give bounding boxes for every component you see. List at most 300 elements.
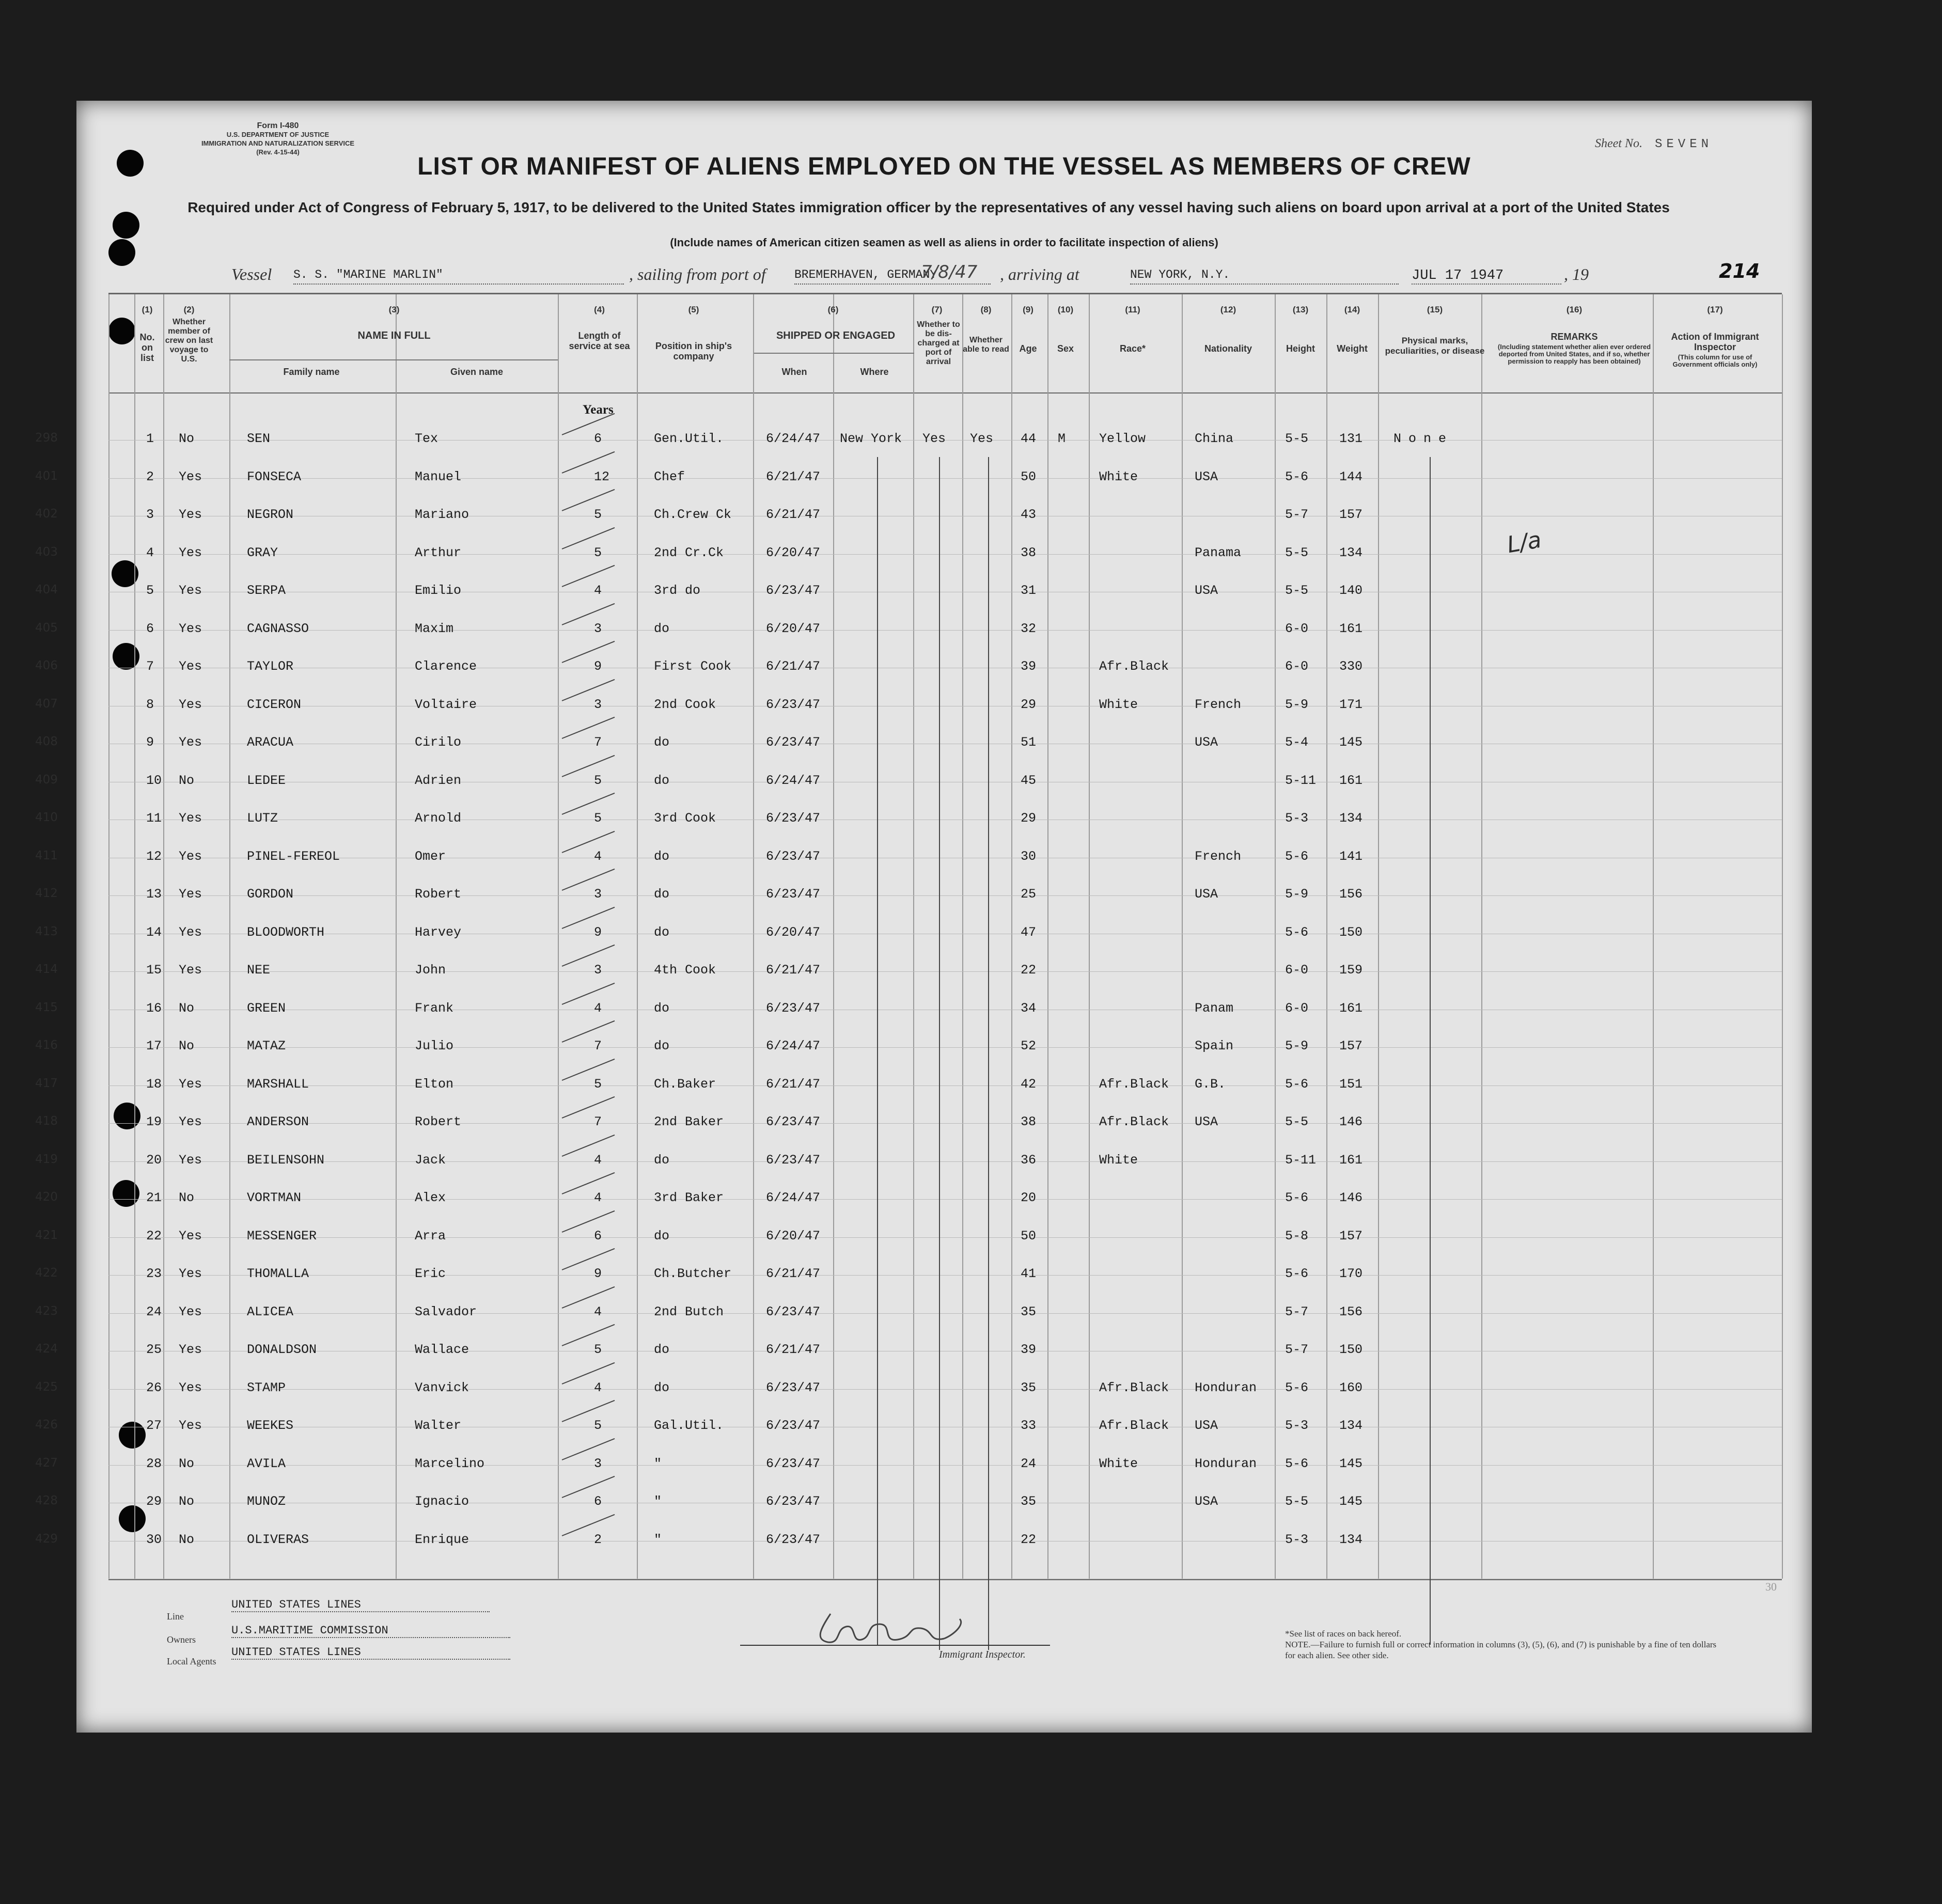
family-name: WEEKES (247, 1418, 294, 1433)
family-name: MESSENGER (247, 1229, 317, 1244)
position: 2nd Baker (654, 1114, 724, 1129)
row-number: 4 (146, 545, 154, 560)
row-rule (108, 1237, 1782, 1238)
row-number: 22 (146, 1229, 162, 1244)
shipped-when: 6/23/47 (766, 1001, 821, 1016)
position: Ch.Baker (654, 1077, 716, 1092)
years-service: 5 (594, 507, 602, 522)
page-title: LIST OR MANIFEST OF ALIENS EMPLOYED ON THE VESSEL AS MEMBERS OF CREW (417, 153, 1471, 180)
nationality: USA (1195, 583, 1218, 598)
age: 31 (1021, 583, 1037, 598)
given-name: Maxim (415, 621, 454, 636)
height: 5-11 (1285, 1153, 1317, 1168)
column-number: (14) (1344, 305, 1360, 314)
ditto-line-discharged (939, 457, 940, 1650)
given-name: Arra (415, 1229, 446, 1244)
punch-hole (113, 1180, 139, 1207)
position: " (654, 1456, 662, 1471)
line-number: 429 (35, 1532, 58, 1546)
departure-port: BREMERHAVEN, GERMANY (794, 268, 991, 285)
weight: 134 (1339, 1418, 1363, 1433)
last-voyage: No (179, 431, 195, 446)
shipped-when: 6/23/47 (766, 1494, 821, 1509)
family-name: GRAY (247, 545, 278, 560)
shipped-when: 6/24/47 (766, 1038, 821, 1053)
row-rule (108, 895, 1782, 896)
page-number: 214 (1719, 260, 1760, 282)
col-head-remarks: REMARKS (1551, 332, 1598, 342)
row-number: 6 (146, 621, 154, 636)
family-name: ANDERSON (247, 1114, 309, 1129)
line-number: 409 (35, 773, 58, 786)
shipped-when: 6/23/47 (766, 1380, 821, 1395)
position: do (654, 887, 670, 902)
line-number: 427 (35, 1456, 58, 1470)
col-head-shipped: SHIPPED OR ENGAGED (776, 330, 896, 341)
family-name: LUTZ (247, 811, 278, 826)
age: 52 (1021, 1038, 1037, 1053)
race: Afr.Black (1099, 1380, 1169, 1395)
weight: 156 (1339, 1304, 1363, 1319)
shipped-when: 6/21/47 (766, 659, 821, 674)
years-service: 5 (594, 1418, 602, 1433)
given-name: Omer (415, 849, 446, 864)
height: 6-0 (1285, 1001, 1309, 1016)
line-number: 402 (35, 507, 58, 521)
line-number: 424 (35, 1342, 58, 1356)
row-number: 20 (146, 1153, 162, 1168)
row-number: 21 (146, 1190, 162, 1205)
shipped-when: 6/23/47 (766, 1418, 821, 1433)
years-service: 5 (594, 1077, 602, 1092)
height: 5-7 (1285, 1342, 1309, 1357)
age: 50 (1021, 469, 1037, 484)
column-number: (6) (827, 305, 839, 314)
years-service: 9 (594, 925, 602, 940)
years-service: 4 (594, 1001, 602, 1016)
column-number: (9) (1023, 305, 1033, 314)
line-number: 404 (35, 583, 58, 596)
weight: 134 (1339, 545, 1363, 560)
height: 5-11 (1285, 773, 1317, 788)
race: Afr.Black (1099, 1077, 1169, 1092)
last-voyage: No (179, 1456, 195, 1471)
tally-stroke (562, 755, 615, 777)
position: 4th Cook (654, 963, 716, 978)
vessel-line (231, 260, 1791, 292)
weight: 140 (1339, 583, 1363, 598)
punch-hole (113, 643, 139, 670)
family-name: THOMALLA (247, 1266, 309, 1281)
given-name: Wallace (415, 1342, 469, 1357)
years-service: 4 (594, 1190, 602, 1205)
last-voyage: Yes (179, 1304, 202, 1319)
family-name: MATAZ (247, 1038, 286, 1053)
form-number: Form I-480 (257, 121, 299, 130)
row-number: 27 (146, 1418, 162, 1433)
shipped-when: 6/23/47 (766, 1153, 821, 1168)
row-rule (108, 1085, 1782, 1086)
height: 5-3 (1285, 1418, 1309, 1433)
line-number: 425 (35, 1380, 58, 1394)
last-voyage: No (179, 773, 195, 788)
position: do (654, 1380, 670, 1395)
given-name: Clarence (415, 659, 477, 674)
row-number: 7 (146, 659, 154, 674)
col-head-physical-marks: Physical marks, peculiarities, or disease (1385, 336, 1485, 356)
age: 24 (1021, 1456, 1037, 1471)
col-head-position: Position in ship's company (655, 341, 732, 361)
years-service: 6 (594, 1229, 602, 1244)
given-name: Elton (415, 1077, 454, 1092)
tally-stroke (562, 869, 615, 891)
row-number: 23 (146, 1266, 162, 1281)
line-number: 413 (35, 925, 58, 938)
last-voyage: Yes (179, 735, 202, 750)
age: 20 (1021, 1190, 1037, 1205)
row-number: 29 (146, 1494, 162, 1509)
tally-stroke (562, 1059, 615, 1081)
last-voyage: Yes (179, 621, 202, 636)
column-rule (1275, 294, 1276, 1579)
family-name: TAYLOR (247, 659, 294, 674)
tally-stroke (562, 1476, 615, 1498)
line-number: 423 (35, 1304, 58, 1318)
tally-stroke (562, 983, 615, 1005)
sheet-number (1595, 137, 1713, 151)
tally-stroke (562, 907, 615, 929)
column-number: (10) (1057, 305, 1074, 314)
shipped-when: 6/20/47 (766, 1229, 821, 1244)
column-number: (7) (931, 305, 943, 314)
family-name: STAMP (247, 1380, 286, 1395)
weight: 150 (1339, 925, 1363, 940)
footer-note (1285, 1628, 1719, 1661)
race: Afr.Black (1099, 659, 1169, 674)
race: Afr.Black (1099, 1418, 1169, 1433)
col-head-sex: Sex (1057, 343, 1074, 354)
row-number: 3 (146, 507, 154, 522)
given-name: Adrien (415, 773, 462, 788)
age: 38 (1021, 545, 1037, 560)
last-voyage: Yes (179, 697, 202, 712)
age: 43 (1021, 507, 1037, 522)
family-name: OLIVERAS (247, 1532, 309, 1547)
height: 5-5 (1285, 1494, 1309, 1509)
race: White (1099, 1456, 1138, 1471)
weight: 145 (1339, 1494, 1363, 1509)
shipped-when: 6/23/47 (766, 811, 821, 826)
agents-label: Local Agents (167, 1656, 216, 1666)
position: Ch.Crew Ck (654, 507, 732, 522)
position: Ch.Butcher (654, 1266, 732, 1281)
nationality: Spain (1195, 1038, 1234, 1053)
given-name: Ignacio (415, 1494, 469, 1509)
column-rule (1089, 294, 1090, 1579)
col-head-length-service: Length of service at sea (569, 331, 630, 351)
row-number: 25 (146, 1342, 162, 1357)
name-divider (229, 359, 558, 360)
shipped-when: 6/23/47 (766, 583, 821, 598)
last-voyage: No (179, 1038, 195, 1053)
row-number: 8 (146, 697, 154, 712)
column-rule (108, 294, 109, 1579)
age: 35 (1021, 1380, 1037, 1395)
position: Chef (654, 469, 685, 484)
given-name: Robert (415, 1114, 462, 1129)
line-number: 403 (35, 545, 58, 559)
nationality: Honduran (1195, 1456, 1257, 1471)
line-number: 412 (35, 887, 58, 900)
given-name: Salvador (415, 1304, 477, 1319)
col-head-age: Age (1019, 343, 1037, 354)
inspector-signature-line (740, 1645, 1050, 1646)
years-service: 3 (594, 1456, 602, 1471)
family-name: MARSHALL (247, 1077, 309, 1092)
height: 5-6 (1285, 1380, 1309, 1395)
last-voyage: No (179, 1190, 195, 1205)
ditto-line-marks (1430, 457, 1431, 1645)
years-service: 6 (594, 1494, 602, 1509)
ditto-line-where (877, 457, 878, 1645)
weight: 134 (1339, 1532, 1363, 1547)
family-name: NEE (247, 963, 271, 978)
last-voyage: Yes (179, 583, 202, 598)
penalty-note: NOTE.—Failure to furnish full or correct information in columns (3), (5), (6), and (7) is punishable by a fine of ten dollars for each alien. See other side. (1285, 1640, 1717, 1660)
age: 39 (1021, 1342, 1037, 1357)
column-rule (637, 294, 638, 1579)
last-voyage: Yes (179, 1153, 202, 1168)
inspector-label: Immigrant Inspector. (939, 1649, 1026, 1660)
family-name: CAGNASSO (247, 621, 309, 636)
given-name: Emilio (415, 583, 462, 598)
years-service: 3 (594, 621, 602, 636)
last-voyage: Yes (179, 659, 202, 674)
position: do (654, 849, 670, 864)
col-head-when: When (781, 367, 807, 377)
family-name: LEDEE (247, 773, 286, 788)
nationality: Honduran (1195, 1380, 1257, 1395)
row-number: 13 (146, 887, 162, 902)
weight: 161 (1339, 621, 1363, 636)
given-name: Mariano (415, 507, 469, 522)
height: 6-0 (1285, 659, 1309, 674)
tally-stroke (562, 945, 615, 967)
col-head-race: Race* (1119, 343, 1146, 354)
tally-stroke (562, 527, 615, 549)
years-service: 7 (594, 1038, 602, 1053)
race: White (1099, 1153, 1138, 1168)
inspector-signature (810, 1609, 985, 1650)
form-identifier (133, 121, 422, 156)
family-name: PINEL-FEREOL (247, 849, 340, 864)
age: 29 (1021, 811, 1037, 826)
position: " (654, 1532, 662, 1547)
given-name: Walter (415, 1418, 462, 1433)
years-service: 3 (594, 963, 602, 978)
shipped-when: 6/23/47 (766, 1114, 821, 1129)
row-rule (108, 1465, 1782, 1466)
height: 5-6 (1285, 1456, 1309, 1471)
column-rule (833, 294, 834, 1579)
race: White (1099, 469, 1138, 484)
corner-number: 30 (1765, 1580, 1777, 1593)
col-head-remarks-sub: (Including statement whether alien ever ordered deported from United States, and if so, whether permission to reapply has been obtained) (1497, 343, 1651, 365)
given-name: Robert (415, 887, 462, 902)
row-number: 26 (146, 1380, 162, 1395)
weight: 157 (1339, 1229, 1363, 1244)
remarks-handwritten: L/a (1505, 526, 1544, 559)
given-name: Voltaire (415, 697, 477, 712)
height: 5-3 (1285, 811, 1309, 826)
column-number: (17) (1707, 305, 1723, 314)
last-voyage: Yes (179, 1266, 202, 1281)
age: 42 (1021, 1077, 1037, 1092)
tally-stroke (562, 565, 615, 587)
tally-stroke (562, 1096, 615, 1119)
row-rule (108, 1123, 1782, 1124)
shipped-when: 6/21/47 (766, 963, 821, 978)
shipped-when: 6/23/47 (766, 1532, 821, 1547)
tally-stroke (562, 831, 615, 853)
sheet-number-value: SEVEN (1654, 137, 1713, 151)
weight: 145 (1339, 1456, 1363, 1471)
weight: 330 (1339, 659, 1363, 674)
nationality: French (1195, 697, 1242, 712)
nationality: USA (1195, 735, 1218, 750)
age: 39 (1021, 659, 1037, 674)
height: 5-6 (1285, 849, 1309, 864)
years-service: 12 (594, 469, 610, 484)
vessel-label: Vessel (231, 265, 272, 284)
col-head-read: Whether able to read (963, 336, 1009, 354)
sheet-number-label: Sheet No. (1595, 137, 1642, 150)
column-rule (134, 294, 135, 1579)
weight: 131 (1339, 431, 1363, 446)
line-label: Line (167, 1611, 184, 1622)
shipped-when: 6/23/47 (766, 735, 821, 750)
col-head-given-name: Given name (450, 367, 504, 377)
given-name: Jack (415, 1153, 446, 1168)
age: 44 (1021, 431, 1037, 446)
height: 5-5 (1285, 431, 1309, 446)
line-number: 414 (35, 963, 58, 976)
row-rule (108, 1389, 1782, 1390)
col-head-last-voyage: Whether member of crew on last voyage to U.S. (165, 318, 213, 364)
tally-stroke (562, 793, 615, 815)
arriving-label: , arriving at (1000, 265, 1079, 284)
position: 3rd Cook (654, 811, 716, 826)
family-name: SERPA (247, 583, 286, 598)
tally-stroke (562, 1438, 615, 1460)
age: 25 (1021, 887, 1037, 902)
line-number: 426 (35, 1418, 58, 1431)
last-voyage: Yes (179, 469, 202, 484)
shipped-when: 6/23/47 (766, 887, 821, 902)
line-number: 419 (35, 1153, 58, 1166)
height: 5-5 (1285, 583, 1309, 598)
row-rule (108, 1161, 1782, 1162)
row-number: 10 (146, 773, 162, 788)
nationality: USA (1195, 469, 1218, 484)
col-head-action: Action of Immigrant Inspector (1671, 332, 1759, 352)
age: 50 (1021, 1229, 1037, 1244)
weight: 146 (1339, 1190, 1363, 1205)
family-name: BLOODWORTH (247, 925, 325, 940)
line-number: 428 (35, 1494, 58, 1507)
age: 22 (1021, 963, 1037, 978)
family-name: ARACUA (247, 735, 294, 750)
position: Gen.Util. (654, 431, 724, 446)
shipped-when: 6/20/47 (766, 545, 821, 560)
given-name: Cirilo (415, 735, 462, 750)
shipped-when: 6/24/47 (766, 773, 821, 788)
shipped-when: 6/23/47 (766, 1304, 821, 1319)
column-rule (1326, 294, 1327, 1579)
weight: 141 (1339, 849, 1363, 864)
page-subnote: (Include names of American citizen seamen as well as aliens in order to facilitate inspection of aliens) (670, 236, 1218, 249)
column-rule (396, 294, 397, 1579)
column-number: (16) (1566, 305, 1583, 314)
column-rule (1011, 294, 1012, 1579)
column-number: (5) (688, 305, 699, 314)
race: White (1099, 697, 1138, 712)
col-head-family-name: Family name (283, 367, 340, 377)
line-number: 405 (35, 621, 58, 635)
years-service: 3 (594, 887, 602, 902)
given-name: Arnold (415, 811, 462, 826)
able-to-read: Yes (970, 431, 994, 446)
line-number: 406 (35, 659, 58, 672)
years-service: 7 (594, 735, 602, 750)
row-rule (108, 1313, 1782, 1314)
weight: 146 (1339, 1114, 1363, 1129)
height: 5-4 (1285, 735, 1309, 750)
shipped-when: 6/24/47 (766, 431, 821, 446)
shipped-when: 6/21/47 (766, 469, 821, 484)
race: Afr.Black (1099, 1114, 1169, 1129)
age: 29 (1021, 697, 1037, 712)
position: " (654, 1494, 662, 1509)
shipped-when: 6/21/47 (766, 507, 821, 522)
weight: 156 (1339, 887, 1363, 902)
weight: 145 (1339, 735, 1363, 750)
vessel-name: S. S. "MARINE MARLIN" (293, 268, 624, 285)
column-rule (1047, 294, 1048, 1579)
race-note: *See list of races on back hereof. (1285, 1629, 1402, 1639)
position: do (654, 1038, 670, 1053)
nationality: USA (1195, 1418, 1218, 1433)
years-service: 7 (594, 1114, 602, 1129)
family-name: GORDON (247, 887, 294, 902)
row-number: 12 (146, 849, 162, 864)
line-number: 417 (35, 1077, 58, 1090)
age: 47 (1021, 925, 1037, 940)
last-voyage: Yes (179, 1418, 202, 1433)
tally-stroke (562, 1362, 615, 1384)
column-number: (2) (183, 305, 195, 314)
shipped-when: 6/23/47 (766, 1456, 821, 1471)
shipped-when: 6/23/47 (766, 697, 821, 712)
height: 5-5 (1285, 545, 1309, 560)
shipped-when: 6/21/47 (766, 1342, 821, 1357)
column-number: (8) (980, 305, 992, 314)
ditto-line-read (988, 457, 989, 1650)
last-voyage: Yes (179, 811, 202, 826)
family-name: ALICEA (247, 1304, 294, 1319)
age: 35 (1021, 1494, 1037, 1509)
nationality: G.B. (1195, 1077, 1226, 1092)
